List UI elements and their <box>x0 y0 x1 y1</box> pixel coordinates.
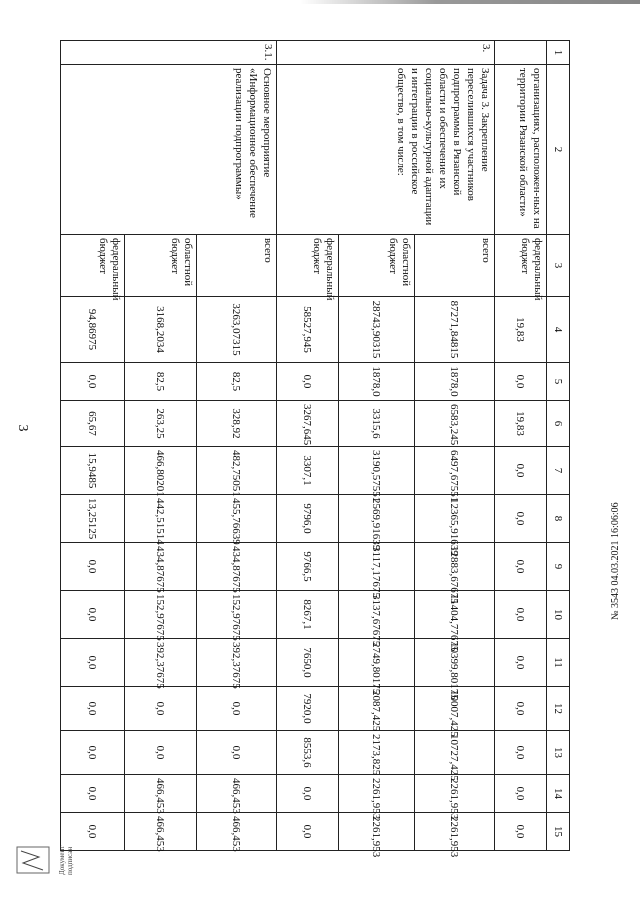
row-name: Задача 3. Закрепление переселившихся участников подпрограммы в Рязанской области и обеспечение их социально-культурной адаптации и интеграции в российское общество, в том числе: <box>277 65 495 235</box>
document-footer: № 3543 04.03.2021 16:06:06 <box>610 502 621 620</box>
header-cell: 7 <box>547 447 570 495</box>
value-cell: 28743,90315 <box>339 297 415 363</box>
row-number <box>495 41 547 65</box>
row-number: 3.1. <box>61 41 277 65</box>
value-cell: 0,0 <box>495 591 547 639</box>
funding-source: всего <box>415 235 495 297</box>
value-cell: 455,76639 <box>197 495 277 543</box>
header-cell: 13 <box>547 731 570 775</box>
value-cell: 58527,945 <box>277 297 339 363</box>
value-cell: 11404,77675 <box>415 591 495 639</box>
table-row <box>495 41 547 851</box>
value-cell: 0,0 <box>495 775 547 813</box>
value-cell: 0,0 <box>495 495 547 543</box>
value-cell: 3137,67675 <box>339 591 415 639</box>
value-cell: 0,0 <box>125 731 197 775</box>
value-cell: 82,5 <box>125 363 197 401</box>
header-cell: 4 <box>547 297 570 363</box>
table-row <box>197 41 277 851</box>
value-cell: 328,92 <box>197 401 277 447</box>
value-cell: 0,0 <box>61 591 125 639</box>
value-cell: 0,0 <box>495 687 547 731</box>
value-cell: 2569,91639 <box>339 495 415 543</box>
value-cell: 2749,80175 <box>339 639 415 687</box>
value-cell: 3307,1 <box>277 447 339 495</box>
header-cell: 1 <box>547 41 570 65</box>
rotated-table-container <box>65 40 570 858</box>
value-cell: 2087,425 <box>339 687 415 731</box>
value-cell: 13,25125 <box>61 495 125 543</box>
value-cell: 466,453 <box>197 775 277 813</box>
value-cell: 0,0 <box>495 639 547 687</box>
value-cell: 0,0 <box>61 731 125 775</box>
value-cell: 466,453 <box>197 813 277 851</box>
value-cell: 1878,0 <box>339 363 415 401</box>
value-cell: 482,75051 <box>197 447 277 495</box>
row-number: 3. <box>277 41 495 65</box>
value-cell: 0,0 <box>495 447 547 495</box>
value-cell: 10727,425 <box>415 731 495 775</box>
value-cell: 0,0 <box>61 687 125 731</box>
value-cell: 9766,5 <box>277 543 339 591</box>
header-cell: 14 <box>547 775 570 813</box>
value-cell: 0,0 <box>277 813 339 851</box>
table-row <box>415 41 495 851</box>
scan-edge-line <box>300 0 640 4</box>
value-cell: 442,51514 <box>125 495 197 543</box>
header-cell: 10 <box>547 591 570 639</box>
value-cell: 434,87675 <box>197 543 277 591</box>
funding-source: областной бюджет <box>339 235 415 297</box>
value-cell: 2261,953 <box>339 813 415 851</box>
value-cell: 7650,0 <box>277 639 339 687</box>
value-cell: 0,0 <box>495 731 547 775</box>
header-cell: 2 <box>547 65 570 235</box>
value-cell: 3168,2034 <box>125 297 197 363</box>
header-cell: 8 <box>547 495 570 543</box>
value-cell: 7920,0 <box>277 687 339 731</box>
value-cell: 0,0 <box>61 813 125 851</box>
value-cell: 0,0 <box>277 363 339 401</box>
value-cell: 466,453 <box>125 813 197 851</box>
value-cell: 3190,57551 <box>339 447 415 495</box>
row-name: организациях, расположен-ных на территории Рязанской области» <box>495 65 547 235</box>
stamp-graphic-icon <box>13 845 53 875</box>
value-cell: 2173,825 <box>339 731 415 775</box>
value-cell: 1878,0 <box>415 363 495 401</box>
funding-source: федеральный бюджет <box>61 235 125 297</box>
value-cell: 0,0 <box>495 543 547 591</box>
value-cell: 466,80201 <box>125 447 197 495</box>
value-cell: 2261,953 <box>339 775 415 813</box>
header-cell: 3 <box>547 235 570 297</box>
value-cell: 19,83 <box>495 297 547 363</box>
value-cell: 19,83 <box>495 401 547 447</box>
funding-source: федеральный бюджет <box>277 235 339 297</box>
value-cell: 6583,245 <box>415 401 495 447</box>
value-cell: 82,5 <box>197 363 277 401</box>
value-cell: 0,0 <box>61 363 125 401</box>
value-cell: 392,37675 <box>125 639 197 687</box>
value-cell: 0,0 <box>61 775 125 813</box>
funding-source: всего <box>197 235 277 297</box>
value-cell: 2261,953 <box>415 813 495 851</box>
value-cell: 0,0 <box>125 687 197 731</box>
row-name: Основное мероприятие «Информационное обеспечение реализации подпрограммы» <box>61 65 277 235</box>
value-cell: 9796,0 <box>277 495 339 543</box>
value-cell: 8553,6 <box>277 731 339 775</box>
value-cell: 392,37675 <box>197 639 277 687</box>
value-cell: 3315,6 <box>339 401 415 447</box>
value-cell: 2261,953 <box>415 775 495 813</box>
value-cell: 12365,91639 <box>415 495 495 543</box>
value-cell: 0,0 <box>61 639 125 687</box>
value-cell: 0,0 <box>61 543 125 591</box>
value-cell: 263,25 <box>125 401 197 447</box>
value-cell: 0,0 <box>277 775 339 813</box>
value-cell: 15,9485 <box>61 447 125 495</box>
value-cell: 3263,07315 <box>197 297 277 363</box>
value-cell: 94,86975 <box>61 297 125 363</box>
header-cell: 12 <box>547 687 570 731</box>
value-cell: 10399,80175 <box>415 639 495 687</box>
header-cell: 15 <box>547 813 570 851</box>
value-cell: 3267,645 <box>277 401 339 447</box>
value-cell: 0,0 <box>495 363 547 401</box>
value-cell: 65,67 <box>61 401 125 447</box>
value-cell: 87271,84815 <box>415 297 495 363</box>
stamp-text: Документ подписан <box>58 845 74 875</box>
value-cell: 0,0 <box>495 813 547 851</box>
funding-source: федеральный бюджет <box>495 235 547 297</box>
value-cell: 152,97675 <box>125 591 197 639</box>
header-row <box>547 41 570 851</box>
funding-source: областной бюджет <box>125 235 197 297</box>
header-cell: 11 <box>547 639 570 687</box>
value-cell: 466,453 <box>125 775 197 813</box>
value-cell: 8267,1 <box>277 591 339 639</box>
header-cell: 9 <box>547 543 570 591</box>
value-cell: 152,97675 <box>197 591 277 639</box>
value-cell: 10007,425 <box>415 687 495 731</box>
value-cell: 434,87675 <box>125 543 197 591</box>
value-cell: 0,0 <box>197 687 277 731</box>
header-cell: 6 <box>547 401 570 447</box>
value-cell: 6497,67551 <box>415 447 495 495</box>
page-number: 3 <box>15 424 30 432</box>
signature-stamp-icon <box>13 845 74 875</box>
value-cell: 3117,17675 <box>339 543 415 591</box>
header-cell: 5 <box>547 363 570 401</box>
budget-table <box>60 40 570 858</box>
value-cell: 12883,67675 <box>415 543 495 591</box>
value-cell: 0,0 <box>197 731 277 775</box>
